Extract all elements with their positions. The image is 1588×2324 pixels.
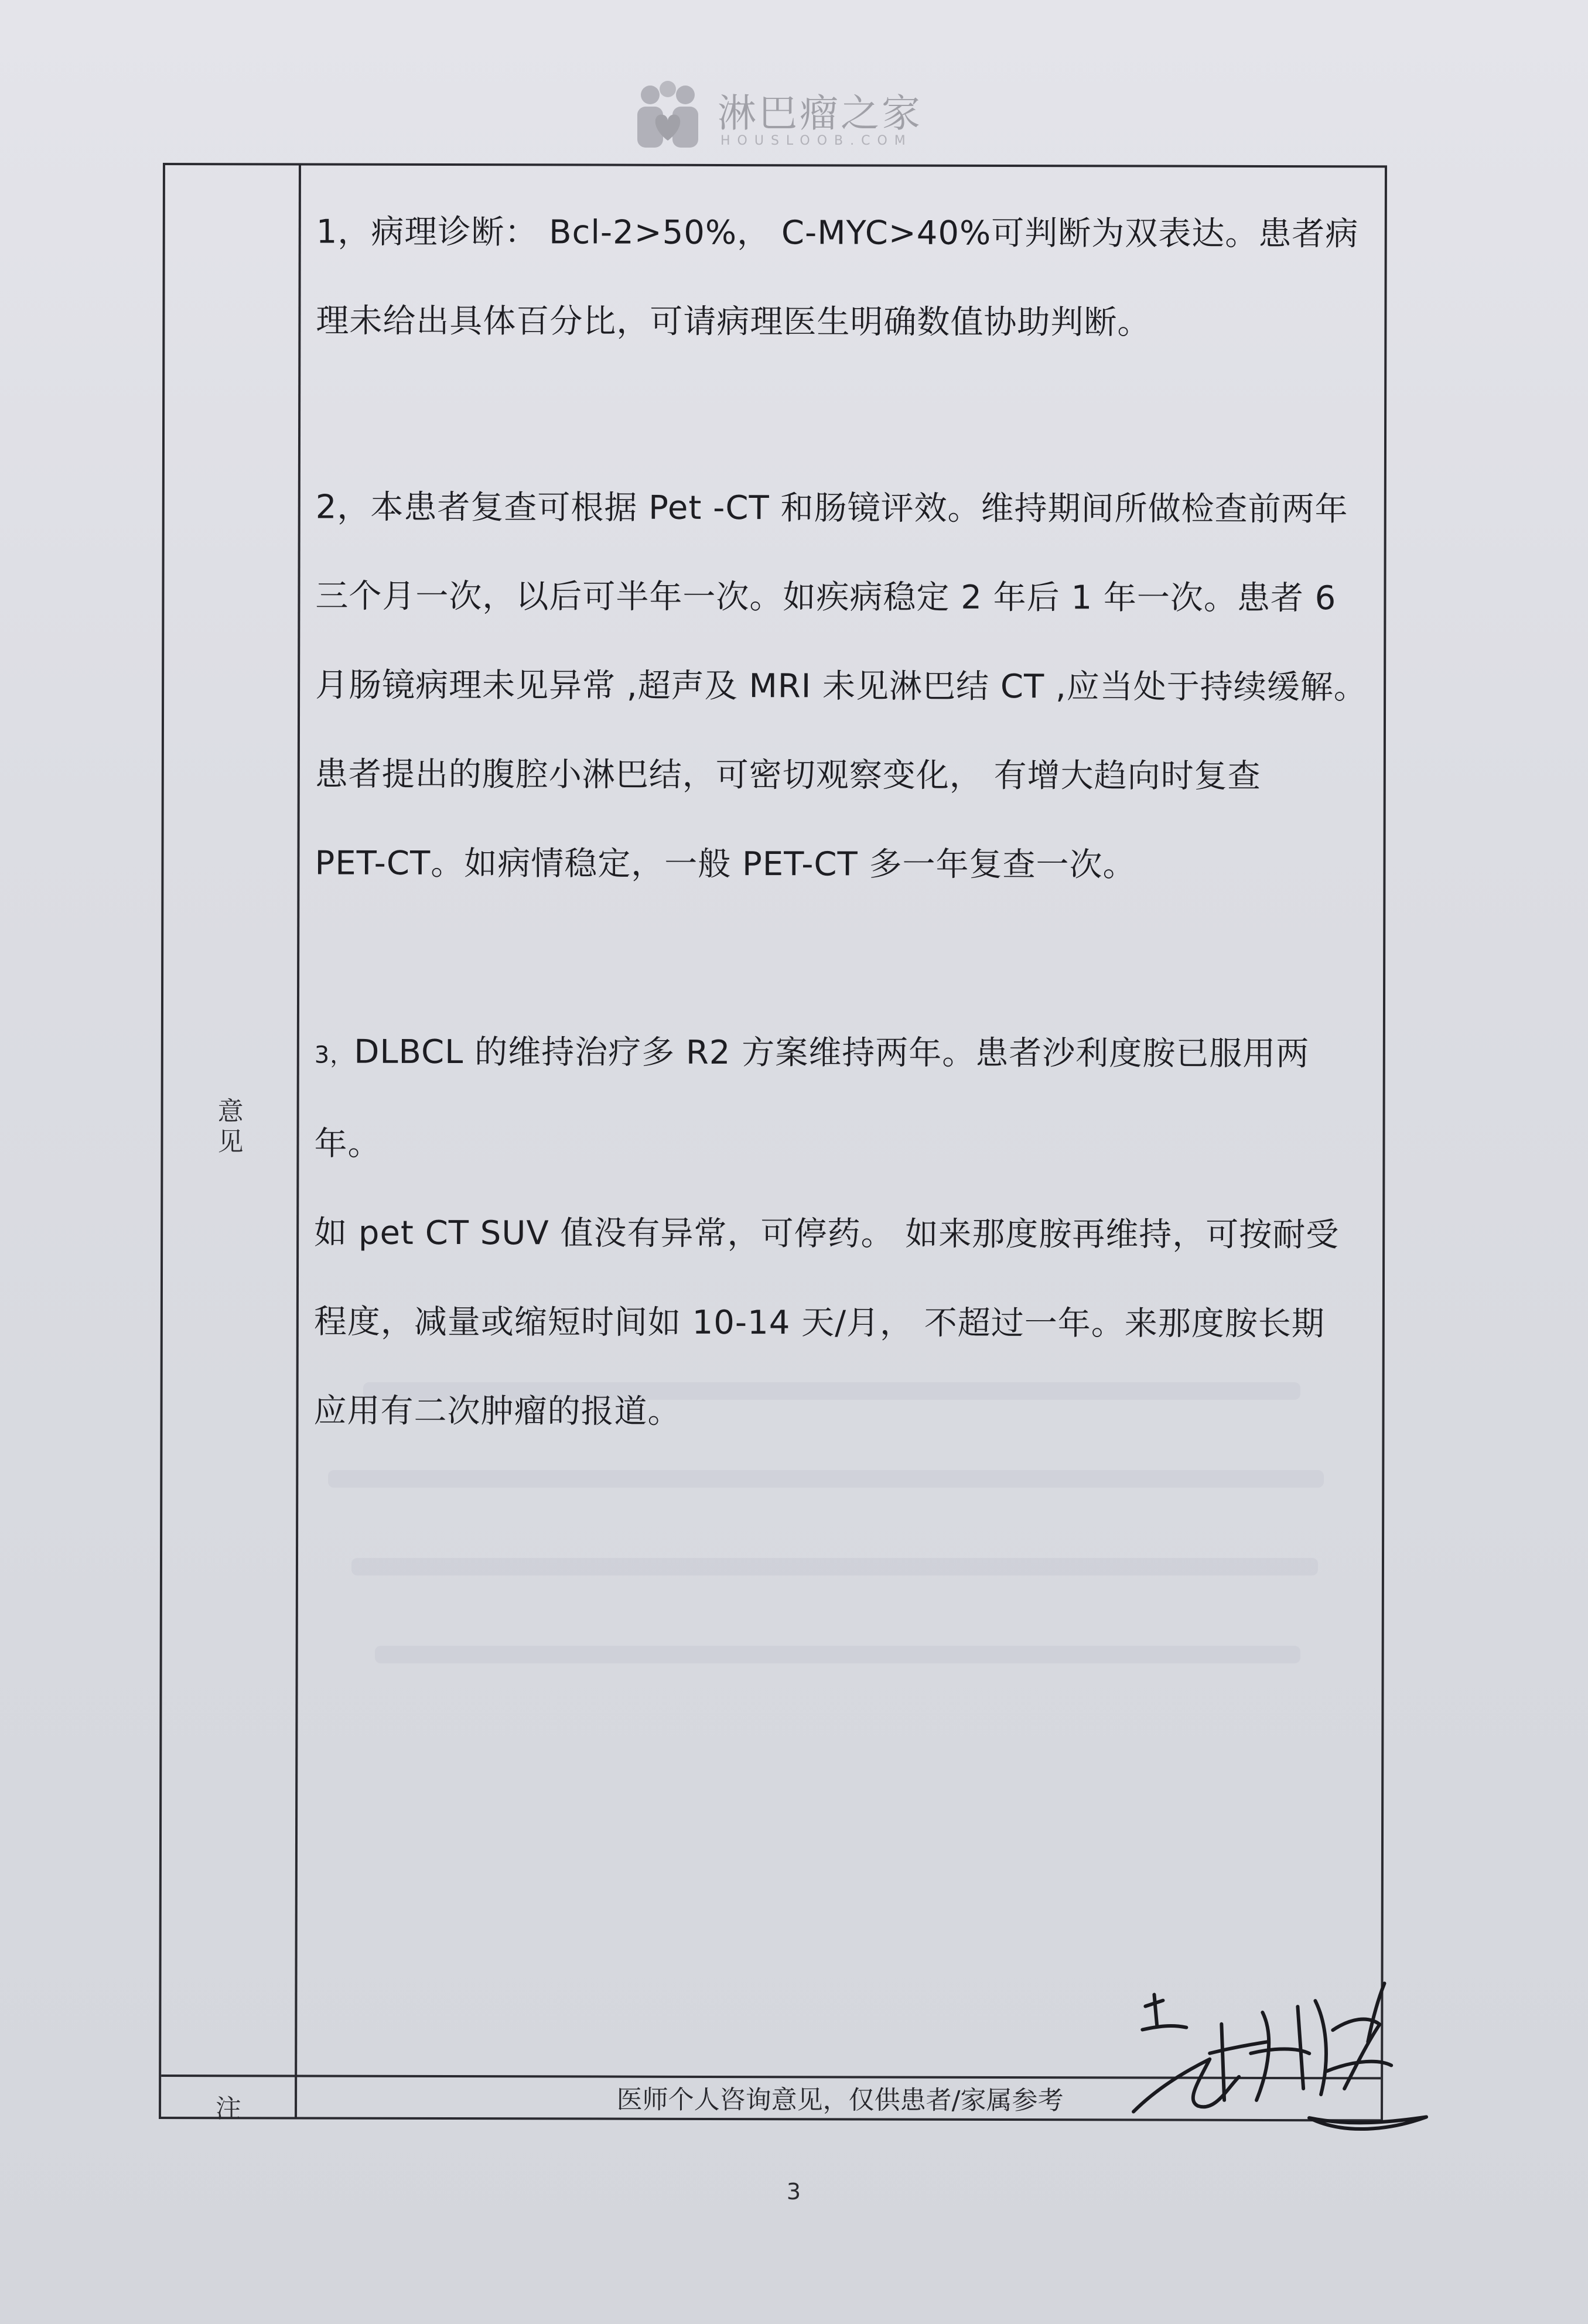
paragraph-line: 2，本患者复查可根据 Pet -CT 和肠镜评效。维持期间所做检查前两年 bbox=[315, 488, 1348, 529]
paragraph-line: PET-CT。如病情稳定，一般 PET-CT 多一年复查一次。 bbox=[315, 844, 1136, 884]
paragraph-line: 如 pet CT SUV 值没有异常，可停药。 如来那度胺再维持，可按耐受 bbox=[314, 1214, 1340, 1255]
doctor-signature bbox=[1122, 1971, 1450, 2147]
opinion-paragraph-2 bbox=[315, 463, 1370, 911]
opinion-paragraph-3 bbox=[313, 1008, 1369, 1458]
paragraph-line: 应用有二次肿瘤的报道。 bbox=[313, 1392, 681, 1431]
paragraph-line: 1，病理诊断： Bcl-2>50%， C-MYC>40%可判断为双表达。患者病 bbox=[316, 213, 1359, 254]
disclaimer-text: 医师个人咨询意见，仅供患者/家属参考 bbox=[616, 2084, 1064, 2116]
paragraph-line: 程度，减量或缩短时间如 10-14 天/月， 不超过一年。来那度胺长期 bbox=[313, 1303, 1325, 1344]
opinion-paragraph-1 bbox=[316, 188, 1371, 368]
site-logo bbox=[621, 70, 937, 164]
opinion-label: 意见 bbox=[217, 1096, 244, 1157]
paragraph-line: 三个月一次，以后可半年一次。如疾病稳定 2 年后 1 年一次。患者 6 bbox=[315, 577, 1337, 618]
paragraph-line: 患者提出的腹腔小淋巴结，可密切观察变化， 有增大趋向时复查 bbox=[315, 755, 1261, 795]
paragraph-number: 3， bbox=[314, 1041, 354, 1069]
paragraph-line: 月肠镜病理未见异常 ,超声及 MRI 未见淋巴结 CT ,应当处于持续缓解。 bbox=[315, 666, 1367, 707]
note-label: 注 bbox=[215, 2094, 242, 2124]
logo-url: HOUSLOOB.COM bbox=[720, 134, 913, 148]
table-column-divider bbox=[295, 165, 301, 2117]
opinion-form-table bbox=[159, 163, 1387, 2124]
logo-name: 淋巴瘤之家 bbox=[718, 91, 923, 136]
paragraph-line: 理未给出具体百分比，可请病理医生明确数值协助判断。 bbox=[316, 302, 1151, 342]
page-number: 3 bbox=[786, 2179, 801, 2205]
family-heart-icon bbox=[627, 76, 709, 158]
paragraph-line-text: DLBCL 的维持治疗多 R2 方案维持两年。患者沙利度胺已服用两年。 bbox=[314, 1033, 1310, 1163]
paragraph-line bbox=[314, 1008, 1369, 1191]
